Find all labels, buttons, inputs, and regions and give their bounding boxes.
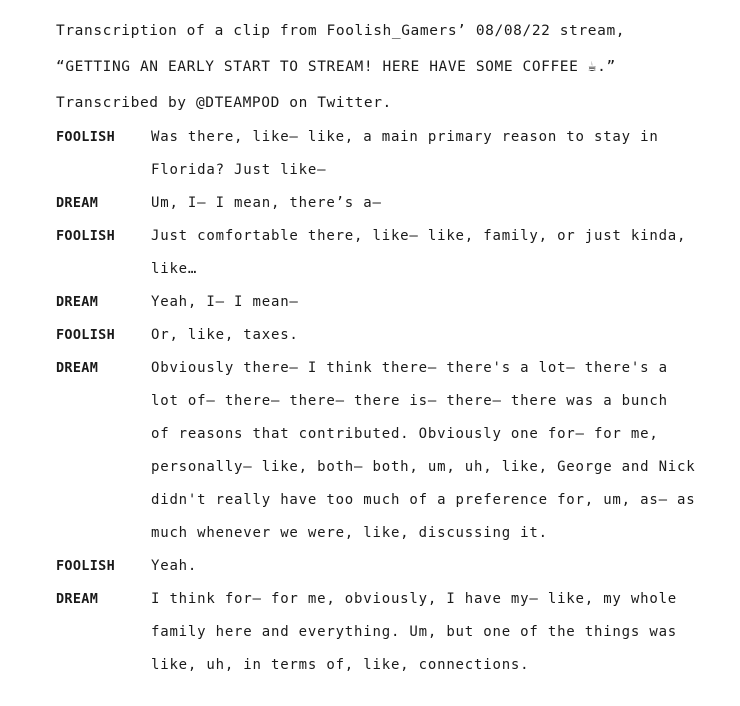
transcript-entry — [56, 583, 740, 682]
dialogue-line: Or, like, taxes. — [151, 327, 299, 343]
transcript-entry — [56, 121, 740, 187]
dialogue-line: lot of– there– there– there is– there– there was a bunch — [151, 393, 668, 409]
transcript-entry — [56, 187, 740, 220]
dialogue-line: Yeah. — [151, 558, 198, 574]
dialogue-text — [151, 187, 740, 220]
transcript-document — [0, 13, 740, 706]
speaker-label: FOOLISH — [56, 228, 115, 244]
dialogue-line: personally– like, both– both, um, uh, like, George and Nick — [151, 459, 696, 475]
dialogue-line: Yeah, I– I mean– — [151, 294, 299, 310]
dialogue-line: Was there, like– like, a main primary reason to stay in — [151, 129, 659, 145]
dialogue-line: like, uh, in terms of, like, connections. — [151, 657, 530, 673]
transcriber-credit: Transcribed by @DTEAMPOD on Twitter. — [56, 95, 392, 111]
dialogue-line: like… — [151, 261, 198, 277]
dialogue-text — [151, 319, 740, 352]
stream-title: “GETTING AN EARLY START TO STREAM! HERE HAVE SOME COFFEE ☕.” — [56, 59, 616, 75]
dialogue-line: much whenever we were, like, discussing it. — [151, 525, 548, 541]
transcript-entries — [56, 121, 740, 682]
dialogue-text — [151, 220, 740, 286]
transcript-entry — [56, 352, 740, 550]
dialogue-line: Just comfortable there, like– like, family, or just kinda, — [151, 228, 687, 244]
dialogue-line: Obviously there– I think there– there's a lot– there's a — [151, 360, 668, 376]
dialogue-text — [151, 352, 740, 550]
transcript-entry — [56, 550, 740, 583]
speaker-label: DREAM — [56, 360, 99, 376]
dialogue-line: didn't really have too much of a preference for, um, as– as — [151, 492, 696, 508]
dialogue-line: of reasons that contributed. Obviously one for– for me, — [151, 426, 659, 442]
dialogue-text — [151, 121, 740, 187]
speaker-label: DREAM — [56, 591, 99, 607]
speaker-label: DREAM — [56, 294, 99, 310]
dialogue-text — [151, 583, 740, 682]
dialogue-line: I think for– for me, obviously, I have my– like, my whole — [151, 591, 678, 607]
speaker-label: FOOLISH — [56, 558, 115, 574]
dialogue-text — [151, 550, 740, 583]
dialogue-line: family here and everything. Um, but one of the things was — [151, 624, 678, 640]
dialogue-text — [151, 286, 740, 319]
transcript-entry — [56, 286, 740, 319]
transcript-title: Transcription of a clip from Foolish_Gamers’ 08/08/22 stream, — [56, 23, 626, 39]
speaker-label: DREAM — [56, 195, 99, 211]
transcript-entry — [56, 220, 740, 286]
dialogue-line: Um, I– I mean, there’s a– — [151, 195, 382, 211]
transcript-entry — [56, 319, 740, 352]
speaker-label: FOOLISH — [56, 327, 115, 343]
speaker-label: FOOLISH — [56, 129, 115, 145]
dialogue-line: Florida? Just like– — [151, 162, 327, 178]
